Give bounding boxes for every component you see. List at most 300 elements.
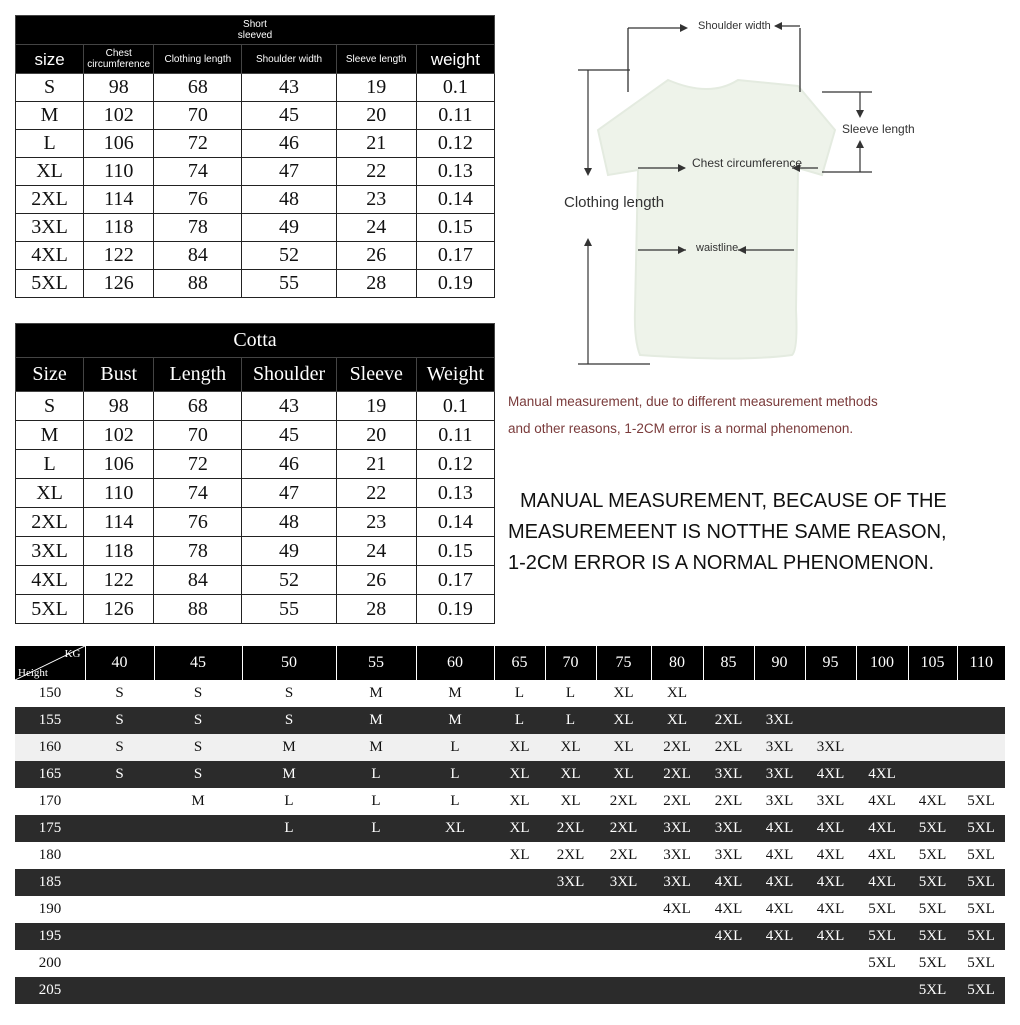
size-cell: 5XL bbox=[908, 977, 957, 1004]
height-cell: 185 bbox=[15, 869, 85, 896]
note-line-2: and other reasons, 1-2CM error is a normal phenomenon. bbox=[508, 421, 854, 436]
size-cell: M bbox=[242, 734, 336, 761]
height-cell: 200 bbox=[15, 950, 85, 977]
size-cell bbox=[154, 977, 242, 1004]
size-cell: L bbox=[336, 815, 416, 842]
table-cell: 24 bbox=[336, 537, 416, 566]
size-cell bbox=[242, 842, 336, 869]
table-cell: 126 bbox=[84, 595, 154, 624]
size-cell bbox=[416, 950, 494, 977]
size-cell: S bbox=[85, 707, 154, 734]
size-cell bbox=[957, 761, 1005, 788]
size-cell bbox=[651, 923, 703, 950]
weight-header-cell: 80 bbox=[651, 646, 703, 680]
table-cell: 52 bbox=[242, 566, 336, 595]
size-cell bbox=[336, 869, 416, 896]
weight-header-cell: 65 bbox=[494, 646, 545, 680]
table-cell: 110 bbox=[84, 158, 154, 186]
size-cell: 5XL bbox=[957, 842, 1005, 869]
size-cell: S bbox=[154, 707, 242, 734]
size-cell bbox=[416, 869, 494, 896]
table-cell: 88 bbox=[154, 595, 242, 624]
size-cell bbox=[242, 869, 336, 896]
size-cell: 4XL bbox=[856, 842, 908, 869]
sleeve-length-label: Sleeve length bbox=[842, 122, 915, 136]
table-row bbox=[16, 479, 495, 508]
table-cell: 0.14 bbox=[416, 186, 494, 214]
weight-header-cell: 85 bbox=[703, 646, 754, 680]
table-cell: 114 bbox=[84, 508, 154, 537]
table-cell: 0.15 bbox=[416, 214, 494, 242]
table-cell: 21 bbox=[336, 450, 416, 479]
table-cell: 118 bbox=[84, 214, 154, 242]
weight-header-cell: 95 bbox=[805, 646, 856, 680]
table-cell: 114 bbox=[84, 186, 154, 214]
size-cell: 4XL bbox=[754, 842, 805, 869]
size-cell: 5XL bbox=[908, 842, 957, 869]
size-cell bbox=[85, 869, 154, 896]
table-cell: 49 bbox=[242, 214, 336, 242]
size-cell bbox=[336, 977, 416, 1004]
size-cell: 4XL bbox=[703, 869, 754, 896]
table-row bbox=[16, 242, 495, 270]
size-cell: 2XL bbox=[651, 734, 703, 761]
size-cell bbox=[596, 896, 651, 923]
size-cell: M bbox=[336, 707, 416, 734]
size-cell bbox=[908, 761, 957, 788]
size-cell: 3XL bbox=[805, 734, 856, 761]
size-cell: XL bbox=[494, 761, 545, 788]
table-row bbox=[16, 421, 495, 450]
size-cell bbox=[805, 977, 856, 1004]
size-cell bbox=[703, 977, 754, 1004]
size-cell bbox=[596, 977, 651, 1004]
tshirt-measurement-diagram bbox=[560, 10, 960, 375]
header-bust: Bust bbox=[84, 358, 154, 392]
size-cell bbox=[703, 950, 754, 977]
size-cell bbox=[703, 680, 754, 707]
table-cell: M bbox=[16, 421, 84, 450]
table-row bbox=[16, 158, 495, 186]
size-cell bbox=[416, 923, 494, 950]
size-cell: L bbox=[242, 815, 336, 842]
size-cell bbox=[754, 977, 805, 1004]
size-cell: 3XL bbox=[651, 842, 703, 869]
table-cell: 21 bbox=[336, 130, 416, 158]
height-cell: 180 bbox=[15, 842, 85, 869]
height-cell: 155 bbox=[15, 707, 85, 734]
size-cell: XL bbox=[651, 707, 703, 734]
height-row bbox=[15, 842, 1005, 869]
size-cell: 4XL bbox=[856, 788, 908, 815]
table-cell: 106 bbox=[84, 130, 154, 158]
size-cell: XL bbox=[416, 815, 494, 842]
table-cell: S bbox=[16, 74, 84, 102]
table-cell: 43 bbox=[242, 74, 336, 102]
table-row bbox=[16, 595, 495, 624]
height-cell: 190 bbox=[15, 896, 85, 923]
table-cell: 28 bbox=[336, 595, 416, 624]
size-cell bbox=[154, 815, 242, 842]
size-cell bbox=[85, 977, 154, 1004]
size-cell: 5XL bbox=[957, 815, 1005, 842]
chest-circumference-label: Chest circumference bbox=[692, 156, 803, 170]
height-row bbox=[15, 896, 1005, 923]
size-cell bbox=[416, 896, 494, 923]
size-cell bbox=[494, 923, 545, 950]
table-cell: 76 bbox=[154, 508, 242, 537]
table-cell: 88 bbox=[154, 270, 242, 298]
table-cell: 0.14 bbox=[416, 508, 494, 537]
table-cell: 2XL bbox=[16, 508, 84, 537]
size-cell bbox=[754, 950, 805, 977]
size-cell: L bbox=[494, 680, 545, 707]
table-cell: 68 bbox=[154, 74, 242, 102]
size-cell bbox=[545, 950, 596, 977]
waistline-label: waistline bbox=[696, 242, 739, 254]
table-cell: 22 bbox=[336, 158, 416, 186]
table-cell: 26 bbox=[336, 566, 416, 595]
size-cell: M bbox=[336, 734, 416, 761]
size-cell: 3XL bbox=[703, 842, 754, 869]
size-cell: S bbox=[242, 707, 336, 734]
table-row bbox=[16, 74, 495, 102]
table-cell: 55 bbox=[242, 270, 336, 298]
table-cell: 72 bbox=[154, 450, 242, 479]
table-cell: S bbox=[16, 392, 84, 421]
table-cell: 46 bbox=[242, 450, 336, 479]
weight-header-cell: 50 bbox=[242, 646, 336, 680]
size-cell: S bbox=[242, 680, 336, 707]
table-cell: 22 bbox=[336, 479, 416, 508]
size-cell: 5XL bbox=[957, 896, 1005, 923]
size-cell: XL bbox=[596, 680, 651, 707]
size-cell: 3XL bbox=[703, 761, 754, 788]
table-cell: XL bbox=[16, 479, 84, 508]
table-cell: 122 bbox=[84, 566, 154, 595]
table-cell: 52 bbox=[242, 242, 336, 270]
table-cell: XL bbox=[16, 158, 84, 186]
table-cell: 2XL bbox=[16, 186, 84, 214]
size-cell bbox=[545, 977, 596, 1004]
weight-header-row bbox=[15, 646, 1005, 680]
size-cell: 3XL bbox=[703, 815, 754, 842]
table-cell: 47 bbox=[242, 479, 336, 508]
size-cell: L bbox=[545, 707, 596, 734]
size-cell: S bbox=[154, 761, 242, 788]
size-cell: 4XL bbox=[908, 788, 957, 815]
header-row bbox=[16, 45, 495, 74]
table-cell: 5XL bbox=[16, 270, 84, 298]
table-row bbox=[16, 102, 495, 130]
size-cell: 5XL bbox=[856, 896, 908, 923]
size-cell bbox=[336, 842, 416, 869]
size-cell: 4XL bbox=[805, 761, 856, 788]
size-cell bbox=[957, 734, 1005, 761]
size-cell bbox=[242, 977, 336, 1004]
size-cell bbox=[85, 923, 154, 950]
title-line-1: Short bbox=[243, 19, 267, 30]
size-cell: 3XL bbox=[805, 788, 856, 815]
title-line-2: sleeved bbox=[237, 30, 273, 41]
size-cell bbox=[908, 707, 957, 734]
table-row bbox=[16, 186, 495, 214]
header-shoulder: Shoulder bbox=[242, 358, 336, 392]
weight-header-cell: 90 bbox=[754, 646, 805, 680]
height-weight-size-chart bbox=[15, 646, 1005, 1004]
size-cell: 5XL bbox=[957, 869, 1005, 896]
size-cell: L bbox=[494, 707, 545, 734]
table-cell: 4XL bbox=[16, 566, 84, 595]
size-cell bbox=[856, 977, 908, 1004]
size-cell bbox=[85, 788, 154, 815]
size-cell bbox=[154, 869, 242, 896]
table-cell: 3XL bbox=[16, 214, 84, 242]
size-cell bbox=[494, 950, 545, 977]
corner-cell bbox=[15, 646, 85, 680]
size-cell: 2XL bbox=[703, 734, 754, 761]
size-cell bbox=[242, 950, 336, 977]
size-cell: 4XL bbox=[805, 869, 856, 896]
size-cell bbox=[545, 923, 596, 950]
big-note-line-3: 1-2CM ERROR IS A NORMAL PHENOMENON. bbox=[508, 552, 934, 574]
table-cell: 19 bbox=[336, 392, 416, 421]
size-cell bbox=[596, 950, 651, 977]
size-cell: XL bbox=[494, 815, 545, 842]
size-cell: 3XL bbox=[754, 707, 805, 734]
table-cell: 23 bbox=[336, 186, 416, 214]
size-cell bbox=[957, 707, 1005, 734]
table-cell: 55 bbox=[242, 595, 336, 624]
size-cell bbox=[416, 977, 494, 1004]
size-cell: 2XL bbox=[703, 707, 754, 734]
table-cell: 0.13 bbox=[416, 479, 494, 508]
size-cell: XL bbox=[596, 734, 651, 761]
size-cell bbox=[596, 923, 651, 950]
size-cell bbox=[856, 707, 908, 734]
size-cell bbox=[154, 896, 242, 923]
weight-header-cell: 40 bbox=[85, 646, 154, 680]
size-cell bbox=[651, 950, 703, 977]
height-row bbox=[15, 815, 1005, 842]
height-cell: 170 bbox=[15, 788, 85, 815]
height-cell: 165 bbox=[15, 761, 85, 788]
table-cell: L bbox=[16, 130, 84, 158]
size-cell: XL bbox=[651, 680, 703, 707]
table-cell: 3XL bbox=[16, 537, 84, 566]
size-cell: 5XL bbox=[856, 950, 908, 977]
table-row bbox=[16, 214, 495, 242]
size-cell: L bbox=[545, 680, 596, 707]
height-row bbox=[15, 923, 1005, 950]
size-cell: L bbox=[336, 788, 416, 815]
size-cell bbox=[85, 896, 154, 923]
size-cell: 4XL bbox=[805, 815, 856, 842]
table-cell: 110 bbox=[84, 479, 154, 508]
table-title bbox=[16, 16, 495, 45]
size-cell: 4XL bbox=[703, 896, 754, 923]
table-cell: 74 bbox=[154, 158, 242, 186]
size-cell: 4XL bbox=[805, 896, 856, 923]
table-row bbox=[16, 537, 495, 566]
size-cell bbox=[494, 869, 545, 896]
header-size: size bbox=[16, 45, 84, 74]
height-row bbox=[15, 680, 1005, 707]
table-cell: 0.12 bbox=[416, 450, 494, 479]
size-cell: 4XL bbox=[754, 869, 805, 896]
table-cell: 0.12 bbox=[416, 130, 494, 158]
size-cell: XL bbox=[545, 761, 596, 788]
size-cell bbox=[805, 707, 856, 734]
size-cell: 4XL bbox=[754, 896, 805, 923]
size-cell: XL bbox=[494, 788, 545, 815]
table-cell: 45 bbox=[242, 102, 336, 130]
size-cell bbox=[908, 734, 957, 761]
table-cell: 0.1 bbox=[416, 392, 494, 421]
table-cell: 122 bbox=[84, 242, 154, 270]
table-cell: 0.17 bbox=[416, 242, 494, 270]
size-cell bbox=[85, 815, 154, 842]
height-row bbox=[15, 869, 1005, 896]
table-cell: 49 bbox=[242, 537, 336, 566]
size-cell: 3XL bbox=[754, 788, 805, 815]
size-cell: XL bbox=[596, 761, 651, 788]
table-cell: 26 bbox=[336, 242, 416, 270]
size-cell: L bbox=[416, 761, 494, 788]
size-cell: 3XL bbox=[754, 761, 805, 788]
table-cell: 70 bbox=[154, 102, 242, 130]
table-cell: 20 bbox=[336, 421, 416, 450]
size-cell bbox=[651, 977, 703, 1004]
table-cell: 23 bbox=[336, 508, 416, 537]
size-cell bbox=[154, 842, 242, 869]
size-cell: S bbox=[85, 734, 154, 761]
table-cell: 74 bbox=[154, 479, 242, 508]
table-cell: 0.1 bbox=[416, 74, 494, 102]
header-row bbox=[16, 358, 495, 392]
header-weight: weight bbox=[416, 45, 494, 74]
size-cell: M bbox=[154, 788, 242, 815]
table-cell: 47 bbox=[242, 158, 336, 186]
size-cell: 2XL bbox=[596, 842, 651, 869]
table-row bbox=[16, 450, 495, 479]
height-cell: 150 bbox=[15, 680, 85, 707]
size-cell bbox=[242, 923, 336, 950]
size-cell: XL bbox=[494, 734, 545, 761]
size-cell bbox=[336, 950, 416, 977]
size-cell bbox=[154, 923, 242, 950]
table-cell: 45 bbox=[242, 421, 336, 450]
cotta-size-table bbox=[15, 323, 495, 624]
table-title: Cotta bbox=[16, 324, 495, 358]
table-cell: 5XL bbox=[16, 595, 84, 624]
size-cell: 2XL bbox=[545, 842, 596, 869]
height-row bbox=[15, 707, 1005, 734]
size-cell: 4XL bbox=[856, 761, 908, 788]
size-cell: L bbox=[336, 761, 416, 788]
weight-header-cell: 100 bbox=[856, 646, 908, 680]
size-cell: L bbox=[416, 734, 494, 761]
table-cell: 0.19 bbox=[416, 270, 494, 298]
table-cell: 102 bbox=[84, 102, 154, 130]
big-note-line-2: MEASUREMEENT IS NOTTHE SAME REASON, bbox=[508, 521, 947, 543]
size-cell: L bbox=[242, 788, 336, 815]
size-cell: M bbox=[336, 680, 416, 707]
size-cell: 4XL bbox=[856, 869, 908, 896]
header-length: Length bbox=[154, 358, 242, 392]
corner-height-label: Height bbox=[18, 667, 48, 679]
size-cell bbox=[494, 977, 545, 1004]
table-cell: 98 bbox=[84, 74, 154, 102]
size-cell: M bbox=[242, 761, 336, 788]
table-row bbox=[16, 566, 495, 595]
measurement-note-uppercase bbox=[508, 486, 978, 579]
header-sleeve: Sleeve bbox=[336, 358, 416, 392]
table-row bbox=[16, 130, 495, 158]
table-cell: 72 bbox=[154, 130, 242, 158]
table-cell: 68 bbox=[154, 392, 242, 421]
size-cell bbox=[242, 896, 336, 923]
table-cell: 19 bbox=[336, 74, 416, 102]
size-cell: 5XL bbox=[957, 788, 1005, 815]
size-cell: 5XL bbox=[957, 950, 1005, 977]
size-cell: XL bbox=[494, 842, 545, 869]
size-cell: XL bbox=[545, 788, 596, 815]
table-cell: 48 bbox=[242, 508, 336, 537]
table-cell: 126 bbox=[84, 270, 154, 298]
table-cell: 0.13 bbox=[416, 158, 494, 186]
size-cell bbox=[85, 842, 154, 869]
weight-header-cell: 45 bbox=[154, 646, 242, 680]
size-cell bbox=[856, 734, 908, 761]
table-cell: 4XL bbox=[16, 242, 84, 270]
size-cell bbox=[336, 923, 416, 950]
clothing-length-label: Clothing length bbox=[564, 194, 665, 211]
table-cell: 118 bbox=[84, 537, 154, 566]
size-cell bbox=[545, 896, 596, 923]
table-cell: 24 bbox=[336, 214, 416, 242]
size-cell: 2XL bbox=[651, 761, 703, 788]
size-cell: 2XL bbox=[596, 815, 651, 842]
height-row bbox=[15, 950, 1005, 977]
size-cell: S bbox=[85, 761, 154, 788]
table-cell: 84 bbox=[154, 566, 242, 595]
size-cell: 5XL bbox=[908, 950, 957, 977]
table-cell: 76 bbox=[154, 186, 242, 214]
short-sleeved-size-table bbox=[15, 15, 495, 298]
table-cell: 0.19 bbox=[416, 595, 494, 624]
size-cell: 4XL bbox=[805, 923, 856, 950]
corner-kg-label: KG bbox=[64, 648, 81, 660]
header-chest: Chest circumference bbox=[84, 45, 154, 74]
table-cell: 48 bbox=[242, 186, 336, 214]
table-cell: 0.11 bbox=[416, 421, 494, 450]
table-cell: 70 bbox=[154, 421, 242, 450]
table-row bbox=[16, 270, 495, 298]
size-cell: 4XL bbox=[856, 815, 908, 842]
size-cell: 5XL bbox=[908, 815, 957, 842]
weight-header-cell: 105 bbox=[908, 646, 957, 680]
header-length: Clothing length bbox=[154, 45, 242, 74]
table-cell: 78 bbox=[154, 214, 242, 242]
weight-header-cell: 55 bbox=[336, 646, 416, 680]
size-cell: 3XL bbox=[545, 869, 596, 896]
size-cell: M bbox=[416, 707, 494, 734]
size-cell: 2XL bbox=[545, 815, 596, 842]
table-cell: 102 bbox=[84, 421, 154, 450]
size-cell: 4XL bbox=[805, 842, 856, 869]
table-cell: M bbox=[16, 102, 84, 130]
